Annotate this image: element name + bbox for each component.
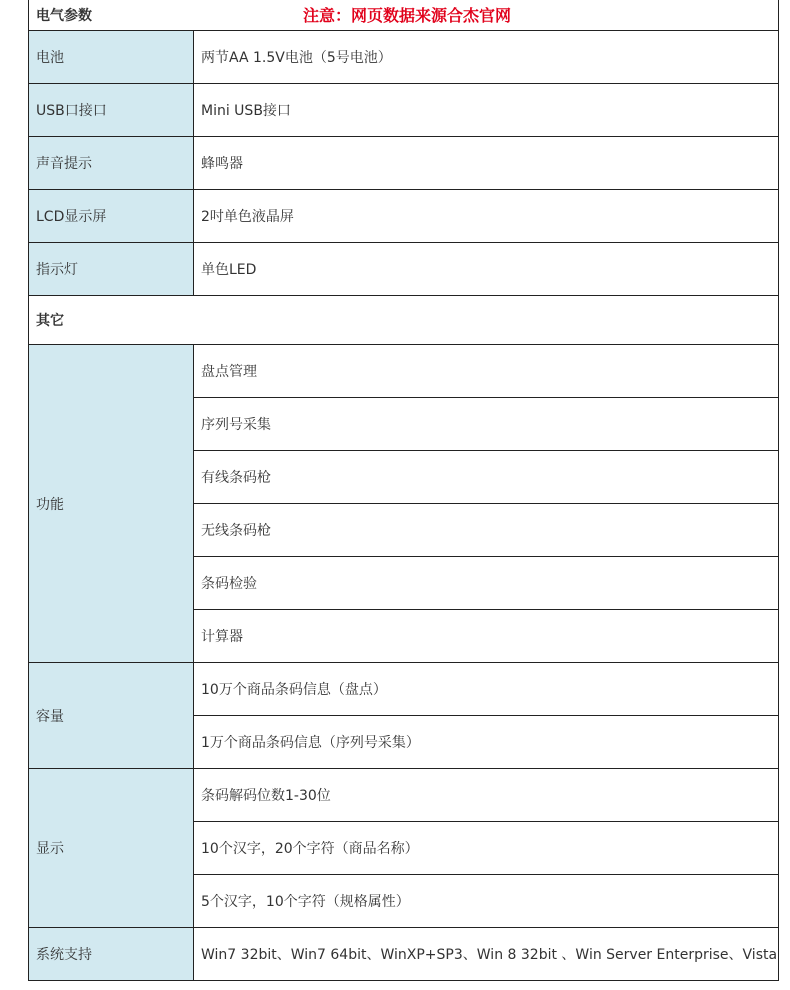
group-label: 系统支持 — [29, 928, 194, 981]
row-value: 1万个商品条码信息（序列号采集） — [194, 716, 779, 769]
row-value: 序列号采集 — [194, 398, 779, 451]
row-value: 有线条码枪 — [194, 451, 779, 504]
row-value: 盘点管理 — [194, 345, 779, 398]
row-label: LCD显示屏 — [29, 190, 194, 243]
table-row — [29, 345, 779, 398]
table-row — [29, 84, 779, 137]
row-value: 蜂鸣器 — [194, 137, 779, 190]
table-row — [29, 31, 779, 84]
row-value: 10万个商品条码信息（盘点） — [194, 663, 779, 716]
table-row — [29, 928, 779, 981]
row-value: 无线条码枪 — [194, 504, 779, 557]
row-value: Mini USB接口 — [194, 84, 779, 137]
row-value: 5个汉字，10个字符（规格属性） — [194, 875, 779, 928]
table-row — [29, 769, 779, 822]
table-row — [29, 243, 779, 296]
row-value: 2吋单色液晶屏 — [194, 190, 779, 243]
table-row — [29, 190, 779, 243]
row-value: 单色LED — [194, 243, 779, 296]
group-label: 容量 — [29, 663, 194, 769]
group-label: 显示 — [29, 769, 194, 928]
spec-table — [28, 0, 779, 981]
row-label: 电池 — [29, 31, 194, 84]
group-label: 功能 — [29, 345, 194, 663]
row-value: 条码检验 — [194, 557, 779, 610]
row-value: 10个汉字，20个字符（商品名称） — [194, 822, 779, 875]
source-notice: 注意：网页数据来源合杰官网 — [303, 6, 512, 25]
row-value: 两节AA 1.5V电池（5号电池） — [194, 31, 779, 84]
row-label: USB口接口 — [29, 84, 194, 137]
row-label: 指示灯 — [29, 243, 194, 296]
section-header-other — [29, 296, 779, 345]
section-header-cell — [29, 296, 779, 345]
row-value: 条码解码位数1-30位 — [194, 769, 779, 822]
row-label: 声音提示 — [29, 137, 194, 190]
section-title: 其它 — [36, 313, 64, 329]
table-row — [29, 663, 779, 716]
section-title: 电气参数 — [36, 7, 92, 24]
table-row — [29, 137, 779, 190]
row-value: 计算器 — [194, 610, 779, 663]
row-value: Win7 32bit、Win7 64bit、WinXP+SP3、Win 8 32bit 、Win Server Enterprise、Vista — [194, 928, 779, 981]
